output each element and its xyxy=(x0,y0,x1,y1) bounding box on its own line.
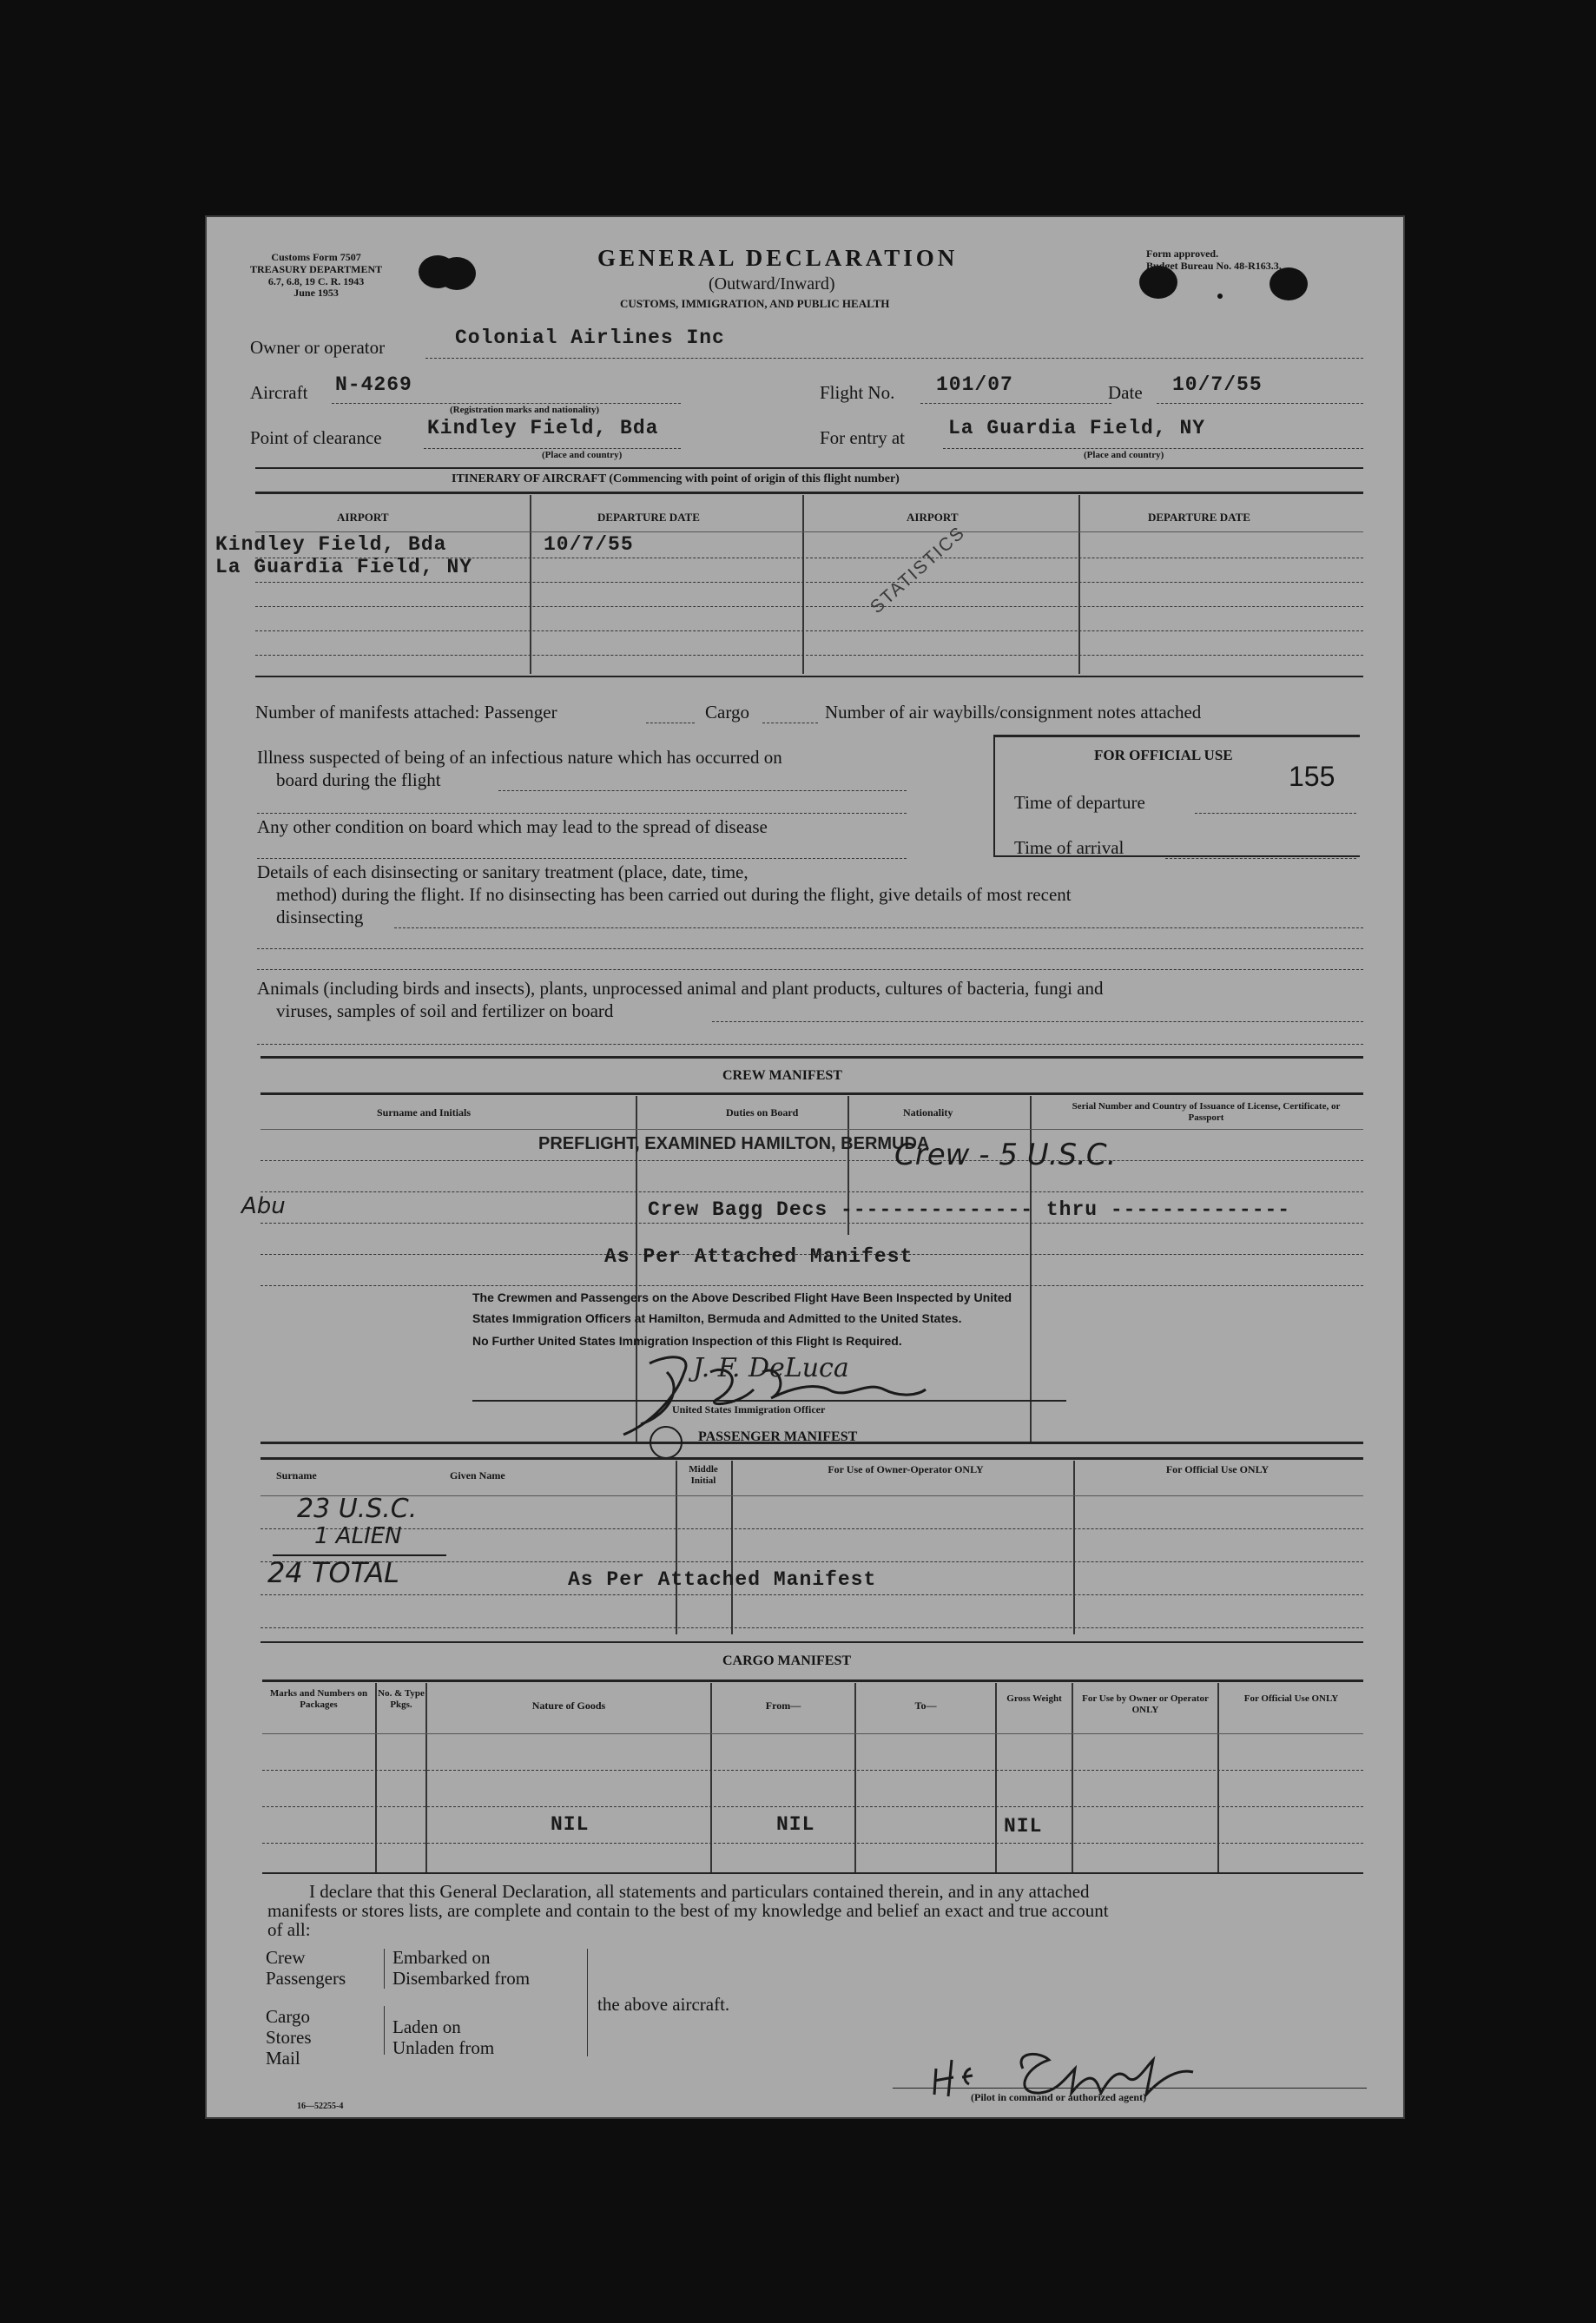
crew-handwriting: Crew - 5 U.S.C. xyxy=(894,1138,1117,1172)
declaration-text-3: of all: xyxy=(267,1919,311,1940)
circled-mark xyxy=(650,1426,683,1459)
time-of-departure-label: Time of departure xyxy=(1014,792,1145,813)
manifests-waybills: Number of air waybills/consignment notes attached xyxy=(825,702,1202,723)
cargo-col-weight: Gross Weight xyxy=(1006,1693,1062,1704)
form-id-line: Customs Form 7507 xyxy=(271,251,361,263)
statistics-stamp: STATISTICS xyxy=(867,522,970,618)
disinsect-question-cont: method) during the flight. If no disinsecting has been carried out during the flight, give details of most recent xyxy=(276,884,1072,905)
form-id-line: June 1953 xyxy=(293,287,339,300)
officer-signature-text: J. F. DeLuca xyxy=(693,1353,849,1383)
cargo-col-marks: Marks and Numbers on Packages xyxy=(269,1688,368,1710)
cargo-col-pkgs: No. & Type Pkgs. xyxy=(378,1688,425,1710)
cargo-heading: CARGO MANIFEST xyxy=(722,1653,852,1668)
cargo-nil-from: NIL xyxy=(776,1813,815,1836)
crew-heading: CREW MANIFEST xyxy=(722,1068,842,1083)
illness-question: Illness suspected of being of an infectious nature which has occurred on xyxy=(257,747,782,768)
decl-embarked: Embarked on xyxy=(392,1947,491,1968)
decl-above-aircraft: the above aircraft. xyxy=(597,1994,730,2015)
cargo-col-owner: For Use by Owner or Operator ONLY xyxy=(1082,1693,1209,1715)
flight-value: 101/07 xyxy=(936,373,1013,396)
date-label: Date xyxy=(1108,382,1143,403)
itinerary-col-departure: DEPARTURE DATE xyxy=(597,511,700,524)
official-use-number: 155 xyxy=(1289,761,1335,792)
decl-crew: Crew xyxy=(266,1947,306,1968)
form-title: GENERAL DECLARATION xyxy=(597,245,959,271)
passenger-count-total: 24 TOTAL xyxy=(267,1556,399,1589)
form-id-line: 6.7, 6.8, 19 C. R. 1943 xyxy=(267,274,365,287)
passenger-col-surname: Surname xyxy=(276,1469,317,1482)
declaration-form xyxy=(207,217,1403,2117)
animals-question-cont: viruses, samples of soil and fertilizer on board xyxy=(276,1000,614,1021)
form-subtitle-2: CUSTOMS, IMMIGRATION, AND PUBLIC HEALTH xyxy=(620,297,890,310)
inspection-line-1: The Crewmen and Passengers on the Above Described Flight Have Been Inspected by United xyxy=(472,1290,1012,1304)
flight-label: Flight No. xyxy=(820,382,895,403)
aircraft-label: Aircraft xyxy=(250,382,308,403)
crew-col-serial: Serial Number and Country of Issuance of License, Certificate, or Passport xyxy=(1072,1101,1341,1123)
manifests-cargo: Cargo xyxy=(705,702,749,723)
punch-hole xyxy=(438,257,476,290)
entry-value: La Guardia Field, NY xyxy=(948,417,1206,439)
decl-cargo: Cargo xyxy=(266,2006,310,2027)
decl-passengers: Passengers xyxy=(266,1968,346,1989)
itinerary-col-airport: AIRPORT xyxy=(337,511,389,524)
disinsect-question: Details of each disinsecting or sanitary treatment (place, date, time, xyxy=(257,861,749,882)
aircraft-value: N-4269 xyxy=(335,373,412,396)
passenger-col-given: Given Name xyxy=(450,1469,505,1482)
clearance-value: Kindley Field, Bda xyxy=(427,417,659,439)
itinerary-heading: ITINERARY OF AIRCRAFT (Commencing with point of origin of this flight number) xyxy=(452,472,900,485)
crew-baggage-line: Crew Bagg Decs --------------- thru -------------- xyxy=(648,1198,1291,1221)
official-use-heading: FOR OFFICIAL USE xyxy=(1094,747,1233,763)
cargo-col-from: From— xyxy=(765,1699,801,1712)
cargo-nil-weight: NIL xyxy=(1004,1815,1043,1838)
ink-dot xyxy=(1217,294,1223,299)
entry-hint: (Place and country) xyxy=(1084,450,1164,460)
officer-caption: United States Immigration Officer xyxy=(672,1403,826,1416)
decl-disembarked: Disembarked from xyxy=(392,1968,531,1989)
aircraft-hint: (Registration marks and nationality) xyxy=(450,405,600,415)
declaration-text-1: I declare that this General Declaration, all statements and particulars contained therein, and in any attached xyxy=(309,1881,1090,1902)
passenger-attached-manifest: As Per Attached Manifest xyxy=(568,1568,877,1591)
cargo-nil-goods: NIL xyxy=(551,1813,590,1836)
crew-initial-handwriting: Abu xyxy=(241,1193,286,1219)
pilot-signature xyxy=(919,2016,1205,2103)
preflight-stamp: PREFLIGHT, EXAMINED HAMILTON, BERMUDA xyxy=(538,1134,930,1153)
passenger-heading: PASSENGER MANIFEST xyxy=(698,1429,858,1444)
illness-question-cont: board during the flight xyxy=(276,769,441,790)
itinerary-col-departure-2: DEPARTURE DATE xyxy=(1148,511,1250,524)
cargo-col-to: To— xyxy=(914,1699,937,1712)
other-condition-question: Any other condition on board which may lead to the spread of disease xyxy=(257,816,768,837)
clearance-label: Point of clearance xyxy=(250,427,382,448)
passenger-col-official: For Official Use ONLY xyxy=(1165,1463,1270,1475)
approval-line: Budget Bureau No. 48-R163.3. xyxy=(1146,259,1282,272)
passenger-col-middle: Middle Initial xyxy=(689,1464,718,1486)
decl-mail: Mail xyxy=(266,2048,300,2069)
crew-col-nationality: Nationality xyxy=(903,1106,953,1119)
decl-laden: Laden on xyxy=(392,2016,461,2037)
cargo-col-official: For Official Use ONLY xyxy=(1243,1693,1339,1704)
passenger-count-alien: 1 ALIEN xyxy=(314,1523,402,1549)
entry-label: For entry at xyxy=(820,427,905,448)
print-code: 16—52255-4 xyxy=(297,2102,344,2111)
itinerary-airport-1: Kindley Field, Bda xyxy=(215,533,447,556)
crew-col-duties: Duties on Board xyxy=(726,1106,799,1119)
itinerary-airport-2: La Guardia Field, NY xyxy=(215,556,473,578)
owner-label: Owner or operator xyxy=(250,337,386,358)
crew-attached-manifest: As Per Attached Manifest xyxy=(604,1245,913,1268)
manifests-label: Number of manifests attached: Passenger xyxy=(255,702,557,723)
clearance-hint: (Place and country) xyxy=(542,450,623,460)
punch-hole xyxy=(1270,267,1308,300)
decl-stores: Stores xyxy=(266,2027,312,2048)
approval-line: Form approved. xyxy=(1146,247,1219,260)
decl-unladen: Unladen from xyxy=(392,2037,495,2058)
form-subtitle: (Outward/Inward) xyxy=(709,274,835,294)
animals-question: Animals (including birds and insects), plants, unprocessed animal and plant products, cultures of bacteria, fungi and xyxy=(257,978,1104,999)
form-id-block xyxy=(250,252,382,300)
cargo-col-goods: Nature of Goods xyxy=(531,1699,606,1712)
time-of-arrival-label: Time of arrival xyxy=(1014,837,1124,858)
date-value: 10/7/55 xyxy=(1172,373,1263,396)
disinsect-question-end: disinsecting xyxy=(276,907,364,927)
inspection-line-3: No Further United States Immigration Inspection of this Flight Is Required. xyxy=(472,1334,902,1348)
itinerary-col-airport-2: AIRPORT xyxy=(907,511,959,524)
passenger-count-usc: 23 U.S.C. xyxy=(297,1494,418,1524)
approval-block xyxy=(1146,248,1282,273)
form-id-line: TREASURY DEPARTMENT xyxy=(250,262,383,275)
inspection-line-2: States Immigration Officers at Hamilton, Bermuda and Admitted to the United States. xyxy=(472,1311,962,1325)
owner-value: Colonial Airlines Inc xyxy=(455,327,725,349)
pilot-caption: (Pilot in command or authorized agent) xyxy=(971,2091,1147,2103)
crew-col-surname: Surname and Initials xyxy=(377,1106,472,1119)
passenger-col-owner: For Use of Owner-Operator ONLY xyxy=(828,1463,984,1475)
declaration-text-2: manifests or stores lists, are complete and contain to the best of my knowledge and belief an exact and true account xyxy=(267,1900,1109,1921)
itinerary-departure-date: 10/7/55 xyxy=(544,533,634,556)
